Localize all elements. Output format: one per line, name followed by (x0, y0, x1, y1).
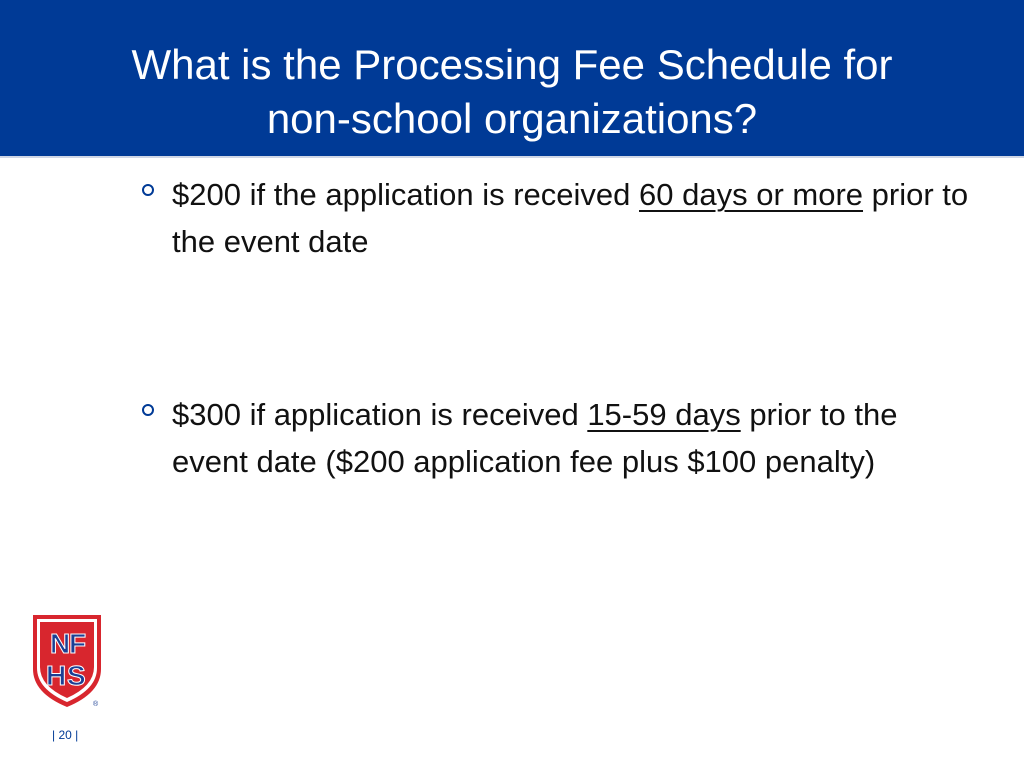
bullet-underlined-text: 60 days or more (639, 177, 864, 212)
hollow-circle-bullet-icon (142, 184, 154, 196)
bullet-underlined-text: 15-59 days (587, 397, 741, 432)
slide-title-line-1: What is the Processing Fee Schedule for (131, 41, 893, 88)
nfhs-logo (30, 613, 104, 709)
page-number: | 20 | (52, 728, 79, 742)
title-bar (0, 0, 1024, 158)
logo-letter-s: S (67, 660, 86, 691)
logo-letter-h: H (46, 660, 67, 691)
slide-title-line-2: non-school organizations? (266, 95, 758, 142)
slide-title (0, 38, 1024, 146)
bullet-text-end: prior to the event date ($200 application fee plus $100 penalty) (172, 397, 898, 479)
logo-registered-mark: ® (93, 701, 99, 708)
logo-letter-f: F (69, 628, 87, 659)
hollow-circle-bullet-icon (142, 404, 154, 416)
bullet-text: $200 if the application is received (172, 177, 640, 212)
bullet-text: $300 if application is received (172, 397, 588, 432)
bullet-item-200-fee (142, 171, 972, 265)
logo-letter-n: N (50, 628, 71, 659)
bullet-list (142, 171, 972, 485)
bullet-text-end: prior to the event date (172, 177, 969, 259)
bullet-item-300-fee (142, 391, 972, 485)
